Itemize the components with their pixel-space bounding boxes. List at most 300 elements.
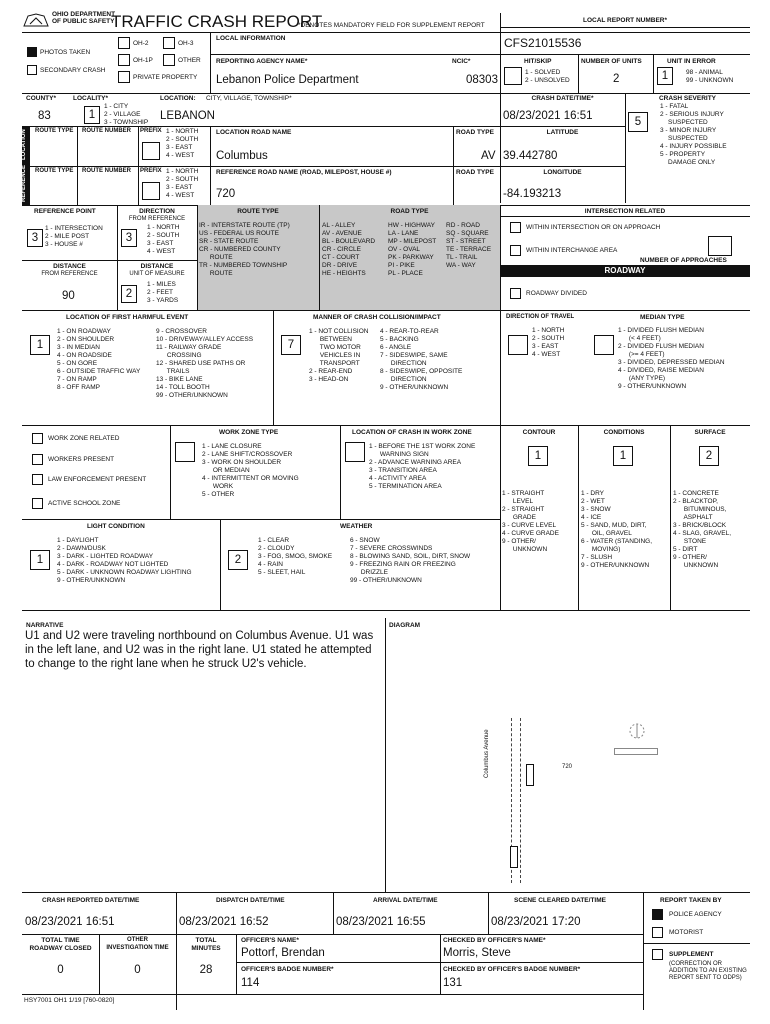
loc-pf3: 3 - EAST xyxy=(166,144,193,151)
narrative-line: U1 and U2 were traveling northbound on Columbus Avenue. U1 was xyxy=(25,630,374,642)
light-condition-item: 5 - DARK - UNKNOWN ROADWAY LIGHTING xyxy=(57,569,192,576)
harmful-event-item: 10 - DRIVEWAY/ALLEY ACCESS xyxy=(156,336,254,343)
dir-opt1: 1 - NORTH xyxy=(147,224,180,231)
oh3-checkbox[interactable] xyxy=(163,37,175,49)
distance-value[interactable]: 90 xyxy=(62,290,75,302)
work-zone-location-item: 3 - TRANSITION AREA xyxy=(369,467,437,474)
prefix-label: PREFIX xyxy=(140,128,162,134)
county-value[interactable]: 83 xyxy=(38,110,51,122)
median-type-item: 3 - DIVIDED, DEPRESSED MEDIAN xyxy=(618,359,725,366)
manner-item: VEHICLES IN xyxy=(309,352,361,359)
weather-item: 8 - BLOWING SAND, SOIL, DIRT, SNOW xyxy=(350,553,471,560)
location-side-label: LOCATION xyxy=(21,129,27,160)
weather-item: DRIZZLE xyxy=(350,569,388,576)
route-type-item: SR - STATE ROUTE xyxy=(199,238,259,245)
manner-item: 6 - ANGLE xyxy=(380,344,412,351)
route-type-item: ROUTE xyxy=(199,270,233,277)
contour-item: 9 - OTHER/ xyxy=(502,538,536,545)
harmful-event-item: 99 - OTHER/UNKNOWN xyxy=(156,392,228,399)
local-report-number[interactable]: CFS21015536 xyxy=(504,36,582,50)
du-opt3: 3 - YARDS xyxy=(147,297,179,304)
conditions-item: 3 - SNOW xyxy=(581,506,611,513)
direction-value[interactable]: 3 xyxy=(121,229,137,247)
direction-label: DIRECTION xyxy=(139,208,175,215)
light-condition-item: 9 - OTHER/UNKNOWN xyxy=(57,577,126,584)
median-type-item: (< 4 FEET) xyxy=(618,335,661,342)
harmful-event-item: 9 - CROSSOVER xyxy=(156,328,207,335)
travel-direction-item: 1 - NORTH xyxy=(532,327,565,334)
secondary-crash-label: SECONDARY CRASH xyxy=(40,67,106,74)
ref-pf2: 2 - SOUTH xyxy=(166,176,199,183)
private-property-checkbox[interactable] xyxy=(118,71,130,83)
latitude-label: LATITUDE xyxy=(546,129,579,136)
work-zone-type-item: 2 - LANE SHIFT/CROSSOVER xyxy=(202,451,293,458)
conditions-item: 6 - WATER (STANDING, xyxy=(581,538,653,545)
work-zone-location-item: 5 - TERMINATION AREA xyxy=(369,483,442,490)
sev-opt3b: SUSPECTED xyxy=(668,135,708,142)
median-type-item: 4 - DIVIDED, RAISE MEDIAN xyxy=(618,367,704,374)
sev-opt5: 5 - PROPERTY xyxy=(660,151,706,158)
dir-opt3: 3 - EAST xyxy=(147,240,174,247)
units-value[interactable]: 2 xyxy=(613,73,620,85)
surface-item: 3 - BRICK/BLOCK xyxy=(673,522,727,529)
light-condition-item: 2 - DAWN/DUSK xyxy=(57,545,106,552)
road-type-item: DR - DRIVE xyxy=(322,262,358,269)
checked-by-value[interactable]: Morris, Steve xyxy=(443,947,511,959)
road-type-item: PK - PARKWAY xyxy=(388,254,434,261)
manner-item: 1 - NOT COLLISION xyxy=(309,328,369,335)
dispatch-dt-value[interactable]: 08/23/2021 16:52 xyxy=(179,916,269,928)
dist-unit-value[interactable]: 2 xyxy=(121,285,137,303)
dist-unit-label: DISTANCE xyxy=(140,263,174,270)
weather-item: 9 - FREEZING RAIN OR FREEZING xyxy=(350,561,456,568)
median-type-item: 2 - DIVIDED FLUSH MEDIAN xyxy=(618,343,704,350)
contour-item: GRADE xyxy=(502,514,536,521)
dir-opt4: 4 - WEST xyxy=(147,248,176,255)
loc-pf2: 2 - SOUTH xyxy=(166,136,199,143)
ref-point-opt2: 2 - MILE POST xyxy=(45,233,90,240)
road-type-item: BL - BOULEVARD xyxy=(322,238,376,245)
police-agency-label: POLICE AGENCY xyxy=(669,911,722,918)
median-type-item: (ANY TYPE) xyxy=(618,375,666,382)
manner-item: BETWEEN xyxy=(309,336,352,343)
harmful-event-item: 3 - IN MEDIAN xyxy=(57,344,100,351)
conditions-item: MOVING) xyxy=(581,546,621,553)
road-type-label: ROAD TYPE xyxy=(456,129,494,136)
law-present-checkbox[interactable] xyxy=(32,474,43,485)
locality-opt2: 2 - VILLAGE xyxy=(104,111,141,118)
checked-by-label: CHECKED BY OFFICER'S NAME* xyxy=(443,937,546,944)
road-type-item: SQ - SQUARE xyxy=(446,230,489,237)
location-prefix-box[interactable] xyxy=(142,142,160,160)
work-zone-related-checkbox[interactable] xyxy=(32,433,43,444)
harmful-event-item: 2 - ON SHOULDER xyxy=(57,336,115,343)
intersection-related-label: INTERSECTION RELATED xyxy=(584,208,666,215)
manner-item: 2 - REAR-END xyxy=(309,368,353,375)
form-id: HSY7001 OH1 1/19 [760-0820] xyxy=(24,997,115,1004)
diagram-label: DIAGRAM xyxy=(389,622,421,629)
workers-present-label: WORKERS PRESENT xyxy=(48,456,115,463)
diagram-route-label: 720 xyxy=(562,764,573,770)
harmful-event-item: 6 - OUTSIDE TRAFFIC WAY xyxy=(57,368,141,375)
travel-direction-box[interactable] xyxy=(508,335,528,355)
road-type-item: TL - TRAIL xyxy=(446,254,478,261)
work-zone-location-box[interactable] xyxy=(345,442,365,462)
reporting-agency-value[interactable]: Lebanon Police Department xyxy=(216,74,359,86)
crash-severity-label: CRASH SEVERITY xyxy=(658,95,717,102)
weather-value[interactable]: 2 xyxy=(228,550,248,570)
reported-dt-value[interactable]: 08/23/2021 16:51 xyxy=(25,916,115,928)
ref-road-label: REFERENCE ROAD NAME (ROAD, MILEPOST, HOUSE #) xyxy=(216,169,392,176)
harmful-event-item: 4 - ON ROADSIDE xyxy=(57,352,112,359)
harmful-event-item: 14 - TOLL BOOTH xyxy=(156,384,210,391)
harmful-event-item: 8 - OFF RAMP xyxy=(57,384,100,391)
du-opt2: 2 - FEET xyxy=(147,289,174,296)
du-opt1: 1 - MILES xyxy=(147,281,176,288)
road-type-item: HE - HEIGHTS xyxy=(322,270,366,277)
conditions-item: OIL, GRAVEL xyxy=(581,530,632,537)
work-zone-related-label: WORK ZONE RELATED xyxy=(48,435,120,442)
road-type-value[interactable]: AV xyxy=(481,150,496,162)
road-name-label: LOCATION ROAD NAME xyxy=(216,129,292,136)
longitude-value[interactable]: -84.193213 xyxy=(503,188,562,200)
conditions-item: 9 - OTHER/UNKNOWN xyxy=(581,562,650,569)
sev-opt5b: DAMAGE ONLY xyxy=(668,159,716,166)
surface-item: ASPHALT xyxy=(673,514,713,521)
harmful-event-item: 5 - ON GORE xyxy=(57,360,98,367)
narrative-label: NARRATIVE xyxy=(26,622,64,629)
latitude-value[interactable]: 39.442780 xyxy=(503,150,558,162)
hitskip-opt1: 1 - SOLVED xyxy=(525,69,561,76)
median-type-item: 9 - OTHER/UNKNOWN xyxy=(618,383,687,390)
photos-taken-label: PHOTOS TAKEN xyxy=(40,49,91,56)
surface-item: BITUMINOUS, xyxy=(673,506,727,513)
work-zone-location-title: LOCATION OF CRASH IN WORK ZONE xyxy=(352,429,472,436)
road-type-item: CT - COURT xyxy=(322,254,360,261)
agency-line2: OF PUBLIC SAFETY xyxy=(52,18,115,25)
work-zone-type-item: 1 - LANE CLOSURE xyxy=(202,443,262,450)
route-type-title: ROUTE TYPE xyxy=(237,208,279,215)
travel-direction-item: 3 - EAST xyxy=(532,343,559,350)
manner-item: TWO MOTOR xyxy=(309,344,361,351)
total-minutes-label2: MINUTES xyxy=(191,945,221,952)
work-zone-location-item: 4 - ACTIVITY AREA xyxy=(369,475,427,482)
crash-datetime-label: CRASH DATE/TIME* xyxy=(531,95,594,102)
hitskip-opt2: 2 - UNSOLVED xyxy=(525,77,570,84)
road-type-item: CR - CIRCLE xyxy=(322,246,362,253)
conditions-item: 2 - WET xyxy=(581,498,605,505)
sev-opt2b: SUSPECTED xyxy=(668,119,708,126)
locality-value[interactable]: 1 xyxy=(84,106,100,124)
within-interchange-label: WITHIN INTERCHANGE AREA xyxy=(526,247,618,254)
travel-direction-item: 4 - WEST xyxy=(532,351,561,358)
within-intersection-checkbox[interactable] xyxy=(510,222,521,233)
route-type-item: TR - NUMBERED TOWNSHIP xyxy=(199,262,288,269)
travel-direction-item: 2 - SOUTH xyxy=(532,335,565,342)
surface-item: 5 - DIRT xyxy=(673,546,698,553)
road-type-item: AL - ALLEY xyxy=(322,222,356,229)
sev-opt4: 4 - INJURY POSSIBLE xyxy=(660,143,727,150)
roadway-divided-checkbox[interactable] xyxy=(510,288,521,299)
reference-prefix-box[interactable] xyxy=(142,182,160,200)
work-zone-type-item: 5 - OTHER xyxy=(202,491,235,498)
route-type-item: CR - NUMBERED COUNTY xyxy=(199,246,281,253)
road-type-item: LA - LANE xyxy=(388,230,419,237)
road-type-item: WA - WAY xyxy=(446,262,476,269)
median-type-box[interactable] xyxy=(594,335,614,355)
harmful-event-title: LOCATION OF FIRST HARMFUL EVENT xyxy=(66,314,189,321)
supplement-checkbox[interactable] xyxy=(652,949,663,960)
reported-dt-label: CRASH REPORTED DATE/TIME xyxy=(42,897,140,904)
unit-error-label: UNIT IN ERROR xyxy=(667,58,716,65)
weather-item: 3 - FOG, SMOG, SMOKE xyxy=(258,553,333,560)
weather-title: WEATHER xyxy=(340,523,373,530)
loc-pf4: 4 - WEST xyxy=(166,152,195,159)
unit-error-98: 98 - ANIMAL xyxy=(686,69,723,76)
unit-vehicle-1 xyxy=(526,764,534,786)
school-zone-checkbox[interactable] xyxy=(32,498,43,509)
harmful-event-item: 11 - RAILWAY GRADE xyxy=(156,344,222,351)
median-type-title: MEDIAN TYPE xyxy=(640,314,685,321)
narrative-line: in the left lane, and U2 was in the right lane. U1 stated he attempted xyxy=(25,644,372,656)
harmful-event-item: 13 - BIKE LANE xyxy=(156,376,203,383)
motorist-label: MOTORIST xyxy=(669,929,704,936)
manner-item: 9 - OTHER/UNKNOWN xyxy=(380,384,449,391)
locality-opt3: 3 - TOWNSHIP xyxy=(104,119,149,126)
location-value[interactable]: LEBANON xyxy=(160,110,215,122)
reporting-agency-label: REPORTING AGENCY NAME* xyxy=(216,58,308,65)
manner-item: 3 - HEAD-ON xyxy=(309,376,349,383)
work-zone-location-item: 2 - ADVANCE WARNING AREA xyxy=(369,459,462,466)
private-property-label: PRIVATE PROPERTY xyxy=(133,74,198,81)
road-name-value[interactable]: Columbus xyxy=(216,150,268,162)
ref-prefix-label: PREFIX xyxy=(140,168,162,174)
oh1p-label: OH-1P xyxy=(133,57,153,64)
officer-name-value[interactable]: Pottorf, Brendan xyxy=(241,947,325,959)
work-zone-type-item: OR MEDIAN xyxy=(202,467,250,474)
diagram-street-label: Columbus Avenue xyxy=(484,729,490,778)
unit-error-value[interactable]: 1 xyxy=(657,67,673,85)
arrival-dt-value[interactable]: 08/23/2021 16:55 xyxy=(336,916,426,928)
report-taken-by-label: REPORT TAKEN BY xyxy=(660,897,722,904)
num-approaches-box[interactable] xyxy=(708,236,732,256)
work-zone-type-box[interactable] xyxy=(175,442,195,462)
weather-item: 2 - CLOUDY xyxy=(258,545,295,552)
road-type-title: ROAD TYPE xyxy=(390,208,429,215)
manner-item: DIRECTION xyxy=(380,360,427,367)
road-type-item: AV - AVENUE xyxy=(322,230,362,237)
route-type-item: IR - INTERSTATE ROUTE (TP) xyxy=(199,222,290,229)
light-condition-item: 1 - DAYLIGHT xyxy=(57,537,99,544)
hitskip-label: HIT/SKIP xyxy=(524,58,552,65)
distance-sub: FROM REFERENCE xyxy=(41,271,98,277)
route-number-label: ROUTE NUMBER xyxy=(82,128,131,134)
ref-pf1: 1 - NORTH xyxy=(166,168,199,175)
local-information-label: LOCAL INFORMATION xyxy=(216,35,286,42)
contour-value[interactable]: 1 xyxy=(528,446,548,466)
unit-vehicle-2 xyxy=(510,846,518,868)
oh2-label: OH-2 xyxy=(133,40,149,47)
other-time-value[interactable]: 0 xyxy=(134,964,141,976)
narrative-line: to change to the right lane when he struck U2's vehicle. xyxy=(25,658,307,670)
contour-item: 2 - STRAIGHT xyxy=(502,506,545,513)
work-zone-type-title: WORK ZONE TYPE xyxy=(219,429,279,436)
manner-item: TRANSPORT xyxy=(309,360,360,367)
weather-item: 6 - SNOW xyxy=(350,537,380,544)
surface-item: 4 - SLAG, GRAVEL, xyxy=(673,530,732,537)
ncic-label: NCIC* xyxy=(452,58,471,65)
ref-pf4: 4 - WEST xyxy=(166,192,195,199)
conditions-value[interactable]: 1 xyxy=(613,446,633,466)
contour-item: UNKNOWN xyxy=(502,546,548,553)
officer-name-label: OFFICER'S NAME* xyxy=(241,937,299,944)
within-intersection-label: WITHIN INTERSECTION OR ON APPROACH xyxy=(526,224,661,231)
north-arrow-icon xyxy=(628,722,646,740)
total-time-label1: TOTAL TIME xyxy=(41,937,80,944)
road-type-item: ST - STREET xyxy=(446,238,486,245)
surface-title: SURFACE xyxy=(694,429,726,436)
supplement-note2: ADDITION TO AN EXISTING xyxy=(669,968,747,974)
motorist-checkbox[interactable] xyxy=(652,927,663,938)
ref-point-label: REFERENCE POINT xyxy=(34,208,96,215)
travel-direction-title: DIRECTION OF TRAVEL xyxy=(506,314,575,320)
total-minutes-value[interactable]: 28 xyxy=(199,964,213,976)
road-type-item: OV - OVAL xyxy=(388,246,421,253)
sev-opt1: 1 - FATAL xyxy=(660,103,689,110)
work-zone-type-item: 3 - WORK ON SHOULDER xyxy=(202,459,282,466)
report-subtitle: *DENOTES MANDATORY FIELD FOR SUPPLEMENT REPORT xyxy=(298,22,485,29)
median-type-item: 1 - DIVIDED FLUSH MEDIAN xyxy=(618,327,704,334)
weather-item: 7 - SEVERE CROSSWINDS xyxy=(350,545,433,552)
conditions-item: 1 - DRY xyxy=(581,490,604,497)
route-type-item: ROUTE xyxy=(199,254,233,261)
officer-badge-value[interactable]: 114 xyxy=(241,977,260,989)
road-type-item: RD - ROAD xyxy=(446,222,480,229)
ncic-value[interactable]: 08303 xyxy=(466,74,498,86)
police-agency-checkbox[interactable] xyxy=(652,909,663,920)
dispatch-dt-label: DISPATCH DATE/TIME xyxy=(216,897,285,904)
within-interchange-checkbox[interactable] xyxy=(510,245,521,256)
num-approaches-label: NUMBER OF APPROACHES xyxy=(640,257,727,264)
road-type-item: PI - PIKE xyxy=(388,262,415,269)
roadway-banner: ROADWAY xyxy=(500,265,750,277)
local-report-number-label: LOCAL REPORT NUMBER* xyxy=(582,17,668,24)
contour-item: 3 - CURVE LEVEL xyxy=(502,522,557,529)
other-checkbox[interactable] xyxy=(163,54,175,66)
manner-item: 5 - BACKING xyxy=(380,336,419,343)
photos-taken-checkbox[interactable] xyxy=(27,47,37,57)
ref-road-type-label: ROAD TYPE xyxy=(456,169,494,176)
light-condition-item: 4 - DARK - ROADWAY NOT LIGHTED xyxy=(57,561,169,568)
dist-unit-sub: UNIT OF MEASURE xyxy=(129,271,185,277)
location-label: LOCATION: xyxy=(160,95,196,102)
light-condition-value[interactable]: 1 xyxy=(30,550,50,570)
ref-route-number-label: ROUTE NUMBER xyxy=(82,168,131,174)
conditions-item: 7 - SLUSH xyxy=(581,554,613,561)
manner-title: MANNER OF CRASH COLLISION/IMPACT xyxy=(313,314,441,321)
light-condition-item: 3 - DARK - LIGHTED ROADWAY xyxy=(57,553,154,560)
other-time-label2: INVESTIGATION TIME xyxy=(106,945,169,951)
hitskip-box[interactable] xyxy=(504,67,522,85)
manner-item: 4 - REAR-TO-REAR xyxy=(380,328,439,335)
contour-title: CONTOUR xyxy=(522,429,556,436)
checked-badge-value[interactable]: 131 xyxy=(443,977,463,989)
locality-opt1: 1 - CITY xyxy=(104,103,129,110)
harmful-event-item: 1 - ON ROADWAY xyxy=(57,328,111,335)
other-label: OTHER xyxy=(178,57,201,64)
loc-pf1: 1 - NORTH xyxy=(166,128,199,135)
oh2-checkbox[interactable] xyxy=(118,37,130,49)
total-minutes-label1: TOTAL xyxy=(195,937,217,944)
light-condition-title: LIGHT CONDITION xyxy=(87,523,145,530)
crash-severity-value[interactable]: 5 xyxy=(628,112,648,132)
harmful-event-value[interactable]: 1 xyxy=(30,335,50,355)
route-type-item: US - FEDERAL US ROUTE xyxy=(199,230,279,237)
conditions-item: 5 - SAND, MUD, DIRT, xyxy=(581,522,647,529)
work-zone-location-item: 1 - BEFORE THE 1ST WORK ZONE xyxy=(369,443,476,450)
ref-point-value[interactable]: 3 xyxy=(27,229,43,247)
cleared-dt-label: SCENE CLEARED DATE/TIME xyxy=(514,897,606,904)
supplement-label: SUPPLEMENT xyxy=(669,951,714,958)
dir-opt2: 2 - SOUTH xyxy=(147,232,180,239)
crash-datetime-value[interactable]: 08/23/2021 16:51 xyxy=(503,110,593,122)
cleared-dt-value[interactable]: 08/23/2021 17:20 xyxy=(491,916,581,928)
roadway-divided-label: ROADWAY DIVIDED xyxy=(526,290,587,297)
workers-present-checkbox[interactable] xyxy=(32,454,43,465)
ref-road-value[interactable]: 720 xyxy=(216,188,236,200)
manner-item: 8 - SIDESWIPE, OPPOSITE xyxy=(380,368,463,375)
surface-item: 2 - BLACKTOP, xyxy=(673,498,718,505)
weather-item: 5 - SLEET, HAIL xyxy=(258,569,306,576)
oh3-label: OH-3 xyxy=(178,40,194,47)
work-zone-type-item: 4 - INTERMITTENT OR MOVING xyxy=(202,475,299,482)
total-time-label2: ROADWAY CLOSED xyxy=(29,945,92,952)
weather-item: 1 - CLEAR xyxy=(258,537,290,544)
secondary-crash-checkbox[interactable] xyxy=(27,65,37,75)
weather-item: 99 - OTHER/UNKNOWN xyxy=(350,577,422,584)
surface-value[interactable]: 2 xyxy=(699,446,719,466)
conditions-item: 4 - ICE xyxy=(581,514,602,521)
ref-point-opt3: 3 - HOUSE # xyxy=(45,241,83,248)
surface-item: 1 - CONCRETE xyxy=(673,490,719,497)
contour-item: LEVEL xyxy=(502,498,534,505)
ref-point-opt1: 1 - INTERSECTION xyxy=(45,225,103,232)
contour-item: 1 - STRAIGHT xyxy=(502,490,545,497)
ohio-seal-icon xyxy=(22,12,50,28)
manner-value[interactable]: 7 xyxy=(281,335,301,355)
other-time-label1: OTHER xyxy=(127,937,148,943)
sev-opt3: 3 - MINOR INJURY xyxy=(660,127,717,134)
diagram-legend-box xyxy=(614,748,658,755)
longitude-label: LONGITUDE xyxy=(543,169,582,176)
direction-sub: FROM REFERENCE xyxy=(128,216,186,222)
road-type-item: PL - PLACE xyxy=(388,270,423,277)
harmful-event-item: 7 - ON RAMP xyxy=(57,376,97,383)
officer-badge-label: OFFICER'S BADGE NUMBER* xyxy=(241,966,334,973)
sev-opt2: 2 - SERIOUS INJURY xyxy=(660,111,724,118)
conditions-title: CONDITIONS xyxy=(603,429,645,436)
law-present-label: LAW ENFORCEMENT PRESENT xyxy=(48,476,147,483)
harmful-event-item: 12 - SHARED USE PATHS OR xyxy=(156,360,246,367)
harmful-event-item: CROSSING xyxy=(156,352,202,359)
road-type-item: HW - HIGHWAY xyxy=(388,222,435,229)
total-time-value[interactable]: 0 xyxy=(57,964,64,976)
unit-error-99: 99 - UNKNOWN xyxy=(686,77,734,84)
work-zone-location-item: WARNING SIGN xyxy=(369,451,429,458)
agency-line1: OHIO DEPARTMENT xyxy=(52,11,116,18)
distance-label: DISTANCE xyxy=(53,263,86,270)
oh1p-checkbox[interactable] xyxy=(118,54,130,66)
